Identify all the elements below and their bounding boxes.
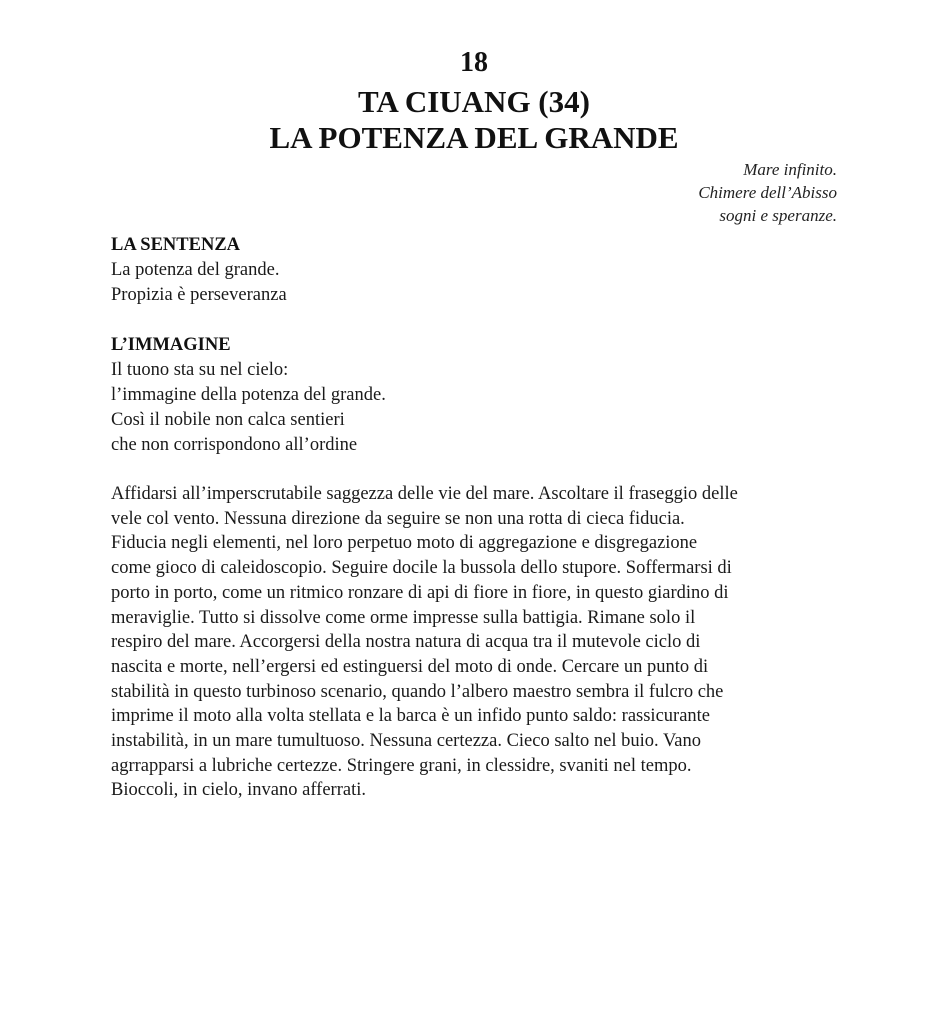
chapter-subtitle: LA POTENZA DEL GRANDE: [269, 120, 679, 155]
prose-line: Fiducia negli elementi, nel loro perpetuo moto di aggregazione e disgregazione: [111, 533, 698, 554]
prose-line: imprime il moto alla volta stellata e la barca è un infido punto saldo: rassicurante: [111, 706, 711, 727]
epigraph-line: Chimere dell’Abisso: [698, 183, 837, 202]
chapter-number: 18: [460, 47, 488, 78]
epigraph-line: Mare infinito.: [743, 160, 837, 179]
prose-line: stabilità in questo turbinoso scenario, quando l’albero maestro sembra il fulcro che: [111, 681, 724, 702]
sentenza-line: La potenza del grande.: [111, 260, 280, 280]
prose-line: vele col vento. Nessuna direzione da seguire se non una rotta di cieca fiducia.: [111, 508, 685, 529]
immagine-line: Il tuono sta su nel cielo:: [111, 360, 289, 380]
prose-line: respiro del mare. Accorgersi della nostra natura di acqua tra il mutevole ciclo di: [111, 632, 701, 653]
prose-line: instabilità, in un mare tumultuoso. Nessuna certezza. Cieco salto nel buio. Vano: [111, 731, 701, 752]
immagine-section: [111, 333, 386, 458]
sentenza-heading: LA SENTENZA: [111, 235, 241, 255]
chapter-title: TA CIUANG (34): [358, 84, 590, 119]
sentenza-line: Propizia è perseveranza: [111, 285, 287, 305]
epigraph-line: sogni e speranze.: [719, 206, 837, 225]
immagine-line: che non corrispondono all’ordine: [111, 435, 358, 455]
prose-line: agrrapparsi a lubriche certezze. Stringere grani, in clessidre, svaniti nel tempo.: [111, 755, 692, 776]
prose-line: meraviglie. Tutto si dissolve come orme impresse sulla battigia. Rimane solo il: [111, 607, 696, 628]
epigraph: [698, 158, 837, 227]
prose-line: Bioccoli, in cielo, invano afferrati.: [111, 780, 366, 801]
sentenza-section: [111, 233, 287, 308]
prose-line: Affidarsi all’imperscrutabile saggezza delle vie del mare. Ascoltare il fraseggio delle: [111, 484, 738, 504]
prose-line: nascita e morte, nell’ergersi ed estinguersi del moto di onde. Cercare un punto di: [111, 656, 709, 677]
prose-line: porto in porto, come un ritmico ronzare di api di fiore in fiore, in questo giardino di: [111, 582, 729, 603]
immagine-heading: L’IMMAGINE: [111, 335, 231, 355]
immagine-line: l’immagine della potenza del grande.: [111, 385, 386, 405]
immagine-line: Così il nobile non calca sentieri: [111, 410, 345, 430]
prose-paragraph: [111, 482, 738, 803]
prose-line: come gioco di caleidoscopio. Seguire docile la bussola dello stupore. Soffermarsi di: [111, 558, 732, 579]
